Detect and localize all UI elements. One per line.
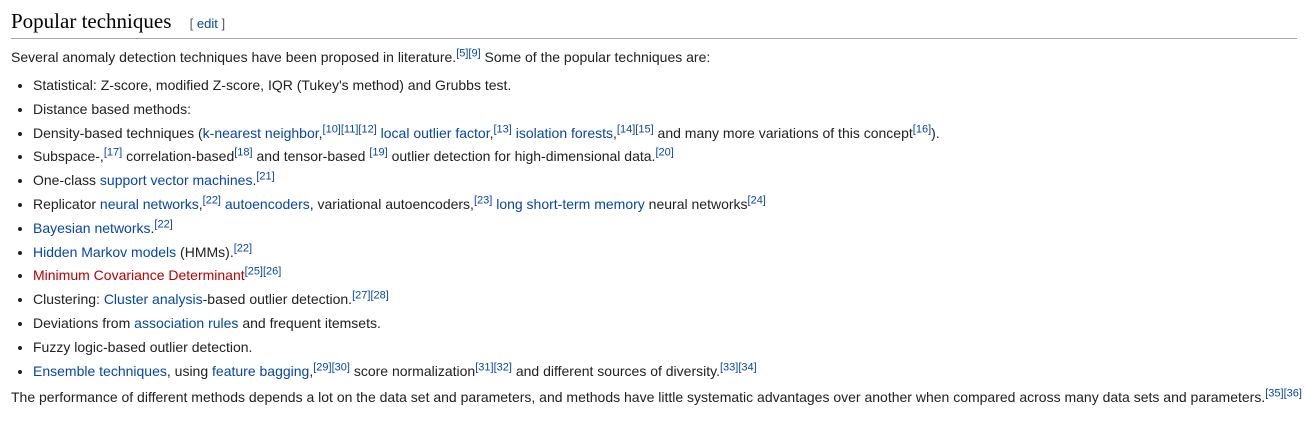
citation-link[interactable]: [36]	[1283, 386, 1302, 399]
link-long-short-term-memory[interactable]: long short-term memory	[496, 195, 645, 212]
citation-link[interactable]: [28]	[370, 289, 389, 302]
item-text: ).	[931, 124, 940, 141]
edit-section-link[interactable]: edit	[196, 16, 218, 31]
citation-link[interactable]: [18]	[234, 146, 253, 159]
item-text: ,	[309, 362, 314, 379]
citation-link[interactable]: [5]	[456, 47, 469, 60]
item-text: ,	[318, 124, 323, 141]
list-item-density	[33, 123, 1297, 143]
citation-link[interactable]: [14]	[616, 122, 636, 135]
citation-link[interactable]: [11]	[340, 122, 359, 135]
citation	[352, 290, 389, 302]
item-text: Statistical: Z-score, modified Z-score, IQR (Tukey's method) and Grubbs test.	[33, 77, 512, 93]
item-text: , using	[166, 362, 213, 379]
outro-paragraph	[11, 386, 1302, 408]
item-text: Density-based techniques (	[33, 124, 203, 141]
intro-text: Some of the popular techniques are:	[480, 49, 711, 65]
citation-link[interactable]: [35]	[1265, 386, 1284, 399]
link-neural-networks[interactable]: neural networks	[99, 195, 199, 212]
link-association-rules[interactable]: association rules	[134, 314, 239, 331]
citation-link[interactable]: [29]	[313, 360, 332, 373]
citation	[655, 147, 673, 159]
citation-link[interactable]: [26]	[263, 265, 282, 278]
citation	[748, 194, 766, 206]
citation	[154, 218, 172, 230]
citation	[617, 123, 654, 135]
list-item-association	[33, 313, 1297, 333]
citation	[203, 194, 221, 206]
citation-link[interactable]: [32]	[493, 360, 512, 373]
citation-link[interactable]: [33]	[719, 360, 739, 373]
link-ensemble-techniques[interactable]: Ensemble techniques	[33, 362, 167, 379]
link-cluster-analysis[interactable]: Cluster analysis	[103, 291, 203, 308]
item-text: One-class	[33, 172, 100, 189]
link-isolation-forests[interactable]: isolation forests	[515, 124, 614, 141]
item-text: .	[150, 219, 155, 236]
list-item-statistical	[33, 75, 1297, 95]
citation-link[interactable]: [20]	[655, 146, 674, 159]
citation-link[interactable]: [9]	[468, 47, 481, 60]
citation-link[interactable]: [25]	[244, 265, 263, 278]
citation	[256, 171, 274, 183]
link-bayesian-networks[interactable]: Bayesian networks	[33, 219, 151, 236]
citation-link[interactable]: [22]	[233, 241, 253, 254]
citation-link[interactable]: [22]	[154, 218, 173, 231]
section-heading	[11, 0, 1297, 39]
list-item-ensemble	[33, 361, 1297, 381]
citation	[234, 147, 252, 159]
citation-link[interactable]: [16]	[912, 122, 932, 135]
citation-link[interactable]: [12]	[358, 122, 377, 135]
techniques-list	[11, 75, 1297, 381]
intro-text: Several anomaly detection techniques have been proposed in literature.	[11, 49, 457, 65]
citation-link[interactable]: [15]	[635, 122, 654, 135]
citation	[475, 361, 512, 373]
citation	[323, 123, 377, 135]
link-minimum-covariance-determinant[interactable]: Minimum Covariance Determinant	[33, 267, 245, 284]
citation-link[interactable]: [31]	[475, 360, 494, 373]
citation	[456, 47, 480, 59]
item-text: and many more variations of this concept	[653, 124, 913, 141]
item-text: score normalization	[349, 362, 476, 379]
list-item-fuzzy	[33, 337, 1297, 357]
list-item-clustering	[33, 289, 1297, 309]
citation-link[interactable]: [10]	[322, 122, 341, 135]
link-feature-bagging[interactable]: feature bagging	[212, 362, 310, 379]
item-text: ,	[198, 195, 203, 212]
section-title: Popular techniques	[11, 9, 172, 33]
citation	[1265, 387, 1302, 399]
citation-link[interactable]: [23]	[473, 194, 493, 207]
list-item-one-class	[33, 170, 1297, 190]
citation-link[interactable]: [27]	[352, 289, 371, 302]
citation-link[interactable]: [21]	[256, 170, 275, 183]
citation	[369, 147, 387, 159]
citation	[913, 123, 931, 135]
item-text: , variational autoencoders,	[309, 195, 474, 212]
citation	[245, 266, 282, 278]
item-text: ,	[613, 124, 617, 141]
list-item-bayesian	[33, 218, 1297, 238]
item-text: Replicator	[33, 195, 100, 212]
item-text: Subspace-,	[33, 148, 104, 165]
list-item-subspace	[33, 146, 1297, 166]
item-text: (HMMs).	[176, 243, 234, 260]
outro-text: The performance of different methods depends a lot on the data set and parameters, and methods have little systematic advantages over another when compared across many data sets and parameters.	[11, 388, 1266, 405]
list-item-mcd	[33, 265, 1297, 285]
citation-link[interactable]: [13]	[493, 122, 512, 135]
item-text: Clustering:	[33, 291, 104, 308]
citation-link[interactable]: [30]	[331, 360, 350, 373]
intro-paragraph	[11, 46, 1297, 68]
citation-link[interactable]: [17]	[103, 146, 123, 159]
link-hidden-markov-models[interactable]: Hidden Markov models	[33, 243, 177, 260]
item-text: neural networks	[644, 195, 748, 212]
item-text: outlier detection for high-dimensional data.	[387, 148, 656, 165]
item-text: ,	[489, 124, 494, 141]
item-text: correlation-based	[122, 148, 235, 165]
link-local-outlier-factor[interactable]: local outlier factor	[380, 124, 490, 141]
list-item-distance	[33, 99, 1297, 119]
item-text: Deviations from	[33, 314, 135, 331]
link-support-vector-machines[interactable]: support vector machines	[99, 172, 253, 189]
citation	[234, 242, 252, 254]
item-text: and frequent itemsets.	[238, 314, 381, 331]
item-text: -based outlier detection.	[202, 291, 353, 308]
edit-close-bracket: ]	[221, 16, 226, 31]
citation-link[interactable]: [34]	[738, 360, 757, 373]
item-text: and tensor-based	[252, 148, 370, 165]
item-text: and different sources of diversity.	[511, 362, 720, 379]
link-k-nearest-neighbor[interactable]: k-nearest neighbor	[202, 124, 319, 141]
citation	[720, 361, 757, 373]
item-text: .	[252, 172, 257, 189]
citation	[104, 147, 122, 159]
citation-link[interactable]: [24]	[747, 194, 766, 207]
link-autoencoders[interactable]: autoencoders	[224, 195, 310, 212]
list-item-replicator	[33, 194, 1297, 214]
list-item-hmm	[33, 242, 1297, 262]
item-text: Distance based methods:	[33, 100, 191, 117]
item-text: Fuzzy logic-based outlier detection.	[33, 338, 253, 355]
edit-section-bracket	[190, 16, 225, 31]
citation-link[interactable]: [22]	[202, 194, 221, 207]
citation-link[interactable]: [19]	[369, 146, 388, 159]
citation	[474, 194, 492, 206]
citation	[494, 123, 512, 135]
citation	[313, 361, 350, 373]
edit-open-bracket: [	[189, 16, 194, 31]
